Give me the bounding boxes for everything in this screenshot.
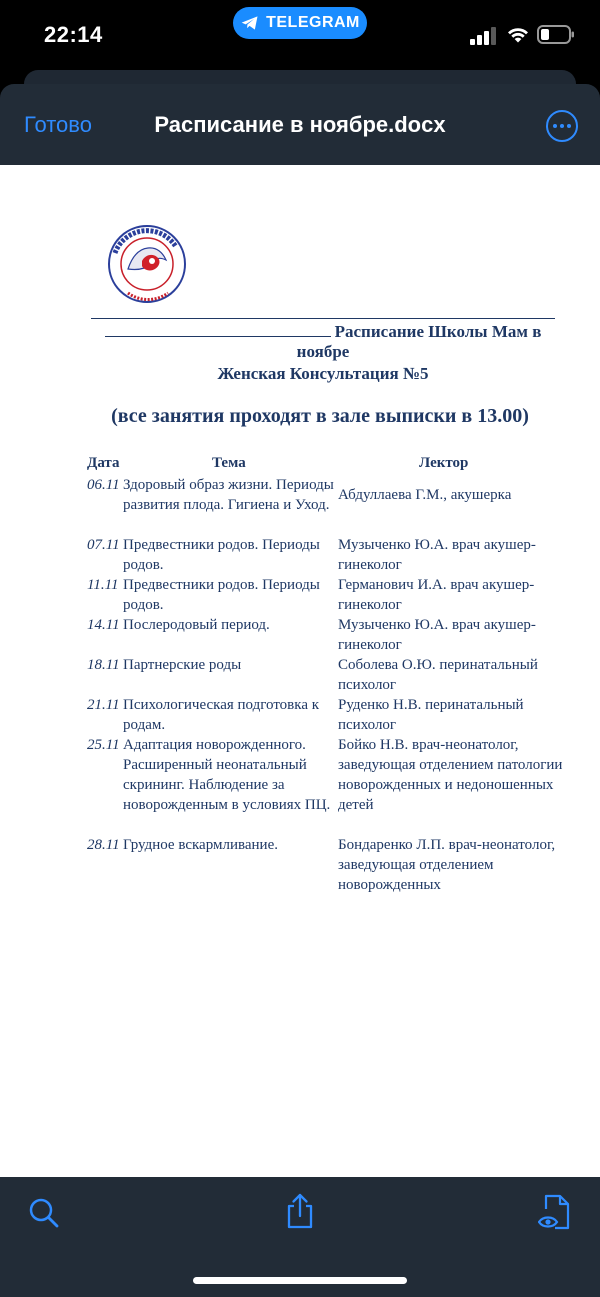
row-lector: Бондаренко Л.П. врач-неонатолог, заведующая отделением новорожденных	[338, 837, 556, 893]
row-date: 07.11	[87, 537, 120, 553]
document-view-icon[interactable]	[538, 1193, 572, 1231]
table-row	[87, 475, 567, 535]
row-topic: Предвестники родов. Периоды родов.	[123, 577, 320, 613]
table-row	[87, 735, 567, 835]
row-lector: Музыченко Ю.А. врач акушер-гинеколог	[338, 617, 536, 653]
table-row	[87, 575, 567, 615]
table-row	[87, 835, 567, 895]
schedule-subtitle: Женская Консультация №5	[217, 364, 429, 383]
table-row	[87, 615, 567, 655]
schedule-note: (все занятия проходят в зале выписки в 13.00)	[111, 405, 529, 427]
table-row	[87, 695, 567, 735]
row-lector: Соболева О.Ю. перинатальный психолог	[338, 657, 538, 693]
row-topic: Психологическая подготовка к родам.	[123, 697, 320, 733]
row-topic: Адаптация новорожденного. Расширенный неонатальный скрининг. Наблюдение за новорожденным в условиях ПЦ.	[123, 737, 331, 813]
wifi-icon	[506, 24, 530, 44]
document-title: Расписание в ноябре.docx	[154, 112, 446, 137]
column-date: Дата	[87, 455, 120, 471]
telegram-return-pill[interactable]	[233, 7, 367, 39]
row-date: 06.11	[87, 477, 120, 493]
column-lector: Лектор	[419, 455, 469, 471]
more-icon[interactable]	[546, 110, 578, 142]
row-date: 11.11	[87, 577, 119, 593]
bottom-toolbar	[0, 1177, 600, 1297]
title-rule	[91, 318, 555, 319]
document-page	[0, 165, 600, 1177]
row-lector: Руденко Н.В. перинатальный психолог	[338, 697, 524, 733]
row-topic: Здоровый образ жизни. Периоды развития плода. Гигиена и Уход.	[123, 477, 334, 513]
share-icon[interactable]	[284, 1193, 316, 1229]
telegram-pill-label: TELEGRAM	[266, 14, 360, 31]
title-underline	[105, 322, 331, 337]
row-date: 18.11	[87, 657, 120, 673]
home-indicator[interactable]	[193, 1277, 407, 1284]
table-row	[87, 655, 567, 695]
row-topic: Послеродовый период.	[123, 617, 270, 633]
row-lector: Бойко Н.В. врач-неонатолог, заведующая отделением патологии новорожденных и недоношенных детей	[338, 737, 563, 813]
row-topic: Грудное вскармливание.	[123, 837, 278, 853]
status-time: 22:14	[44, 22, 103, 47]
row-lector: Германович И.А. врач акушер-гинеколог	[338, 577, 535, 613]
cellular-signal-icon	[470, 27, 498, 45]
schedule-table	[87, 453, 567, 895]
schedule-header-row	[87, 453, 567, 475]
row-lector: Абдуллаева Г.М., акушерка	[338, 487, 512, 503]
table-row	[87, 535, 567, 575]
telegram-icon	[240, 13, 260, 33]
column-topic: Тема	[212, 455, 246, 471]
row-date: 14.11	[87, 617, 120, 633]
row-date: 25.11	[87, 737, 120, 753]
done-button[interactable]: Готово	[24, 112, 92, 137]
hospital-logo	[106, 223, 188, 305]
row-date: 21.11	[87, 697, 120, 713]
row-topic: Предвестники родов. Периоды родов.	[123, 537, 320, 573]
search-icon[interactable]	[28, 1197, 60, 1229]
battery-icon	[537, 25, 575, 44]
status-bar	[0, 0, 600, 70]
schedule-title-text: Расписание Школы Мам в ноябре	[296, 322, 542, 361]
row-topic: Партнерские роды	[123, 657, 242, 673]
row-date: 28.11	[87, 837, 120, 853]
viewer-header	[0, 84, 600, 165]
row-lector: Музыченко Ю.А. врач акушер-гинеколог	[338, 537, 536, 573]
schedule-title	[91, 322, 555, 362]
